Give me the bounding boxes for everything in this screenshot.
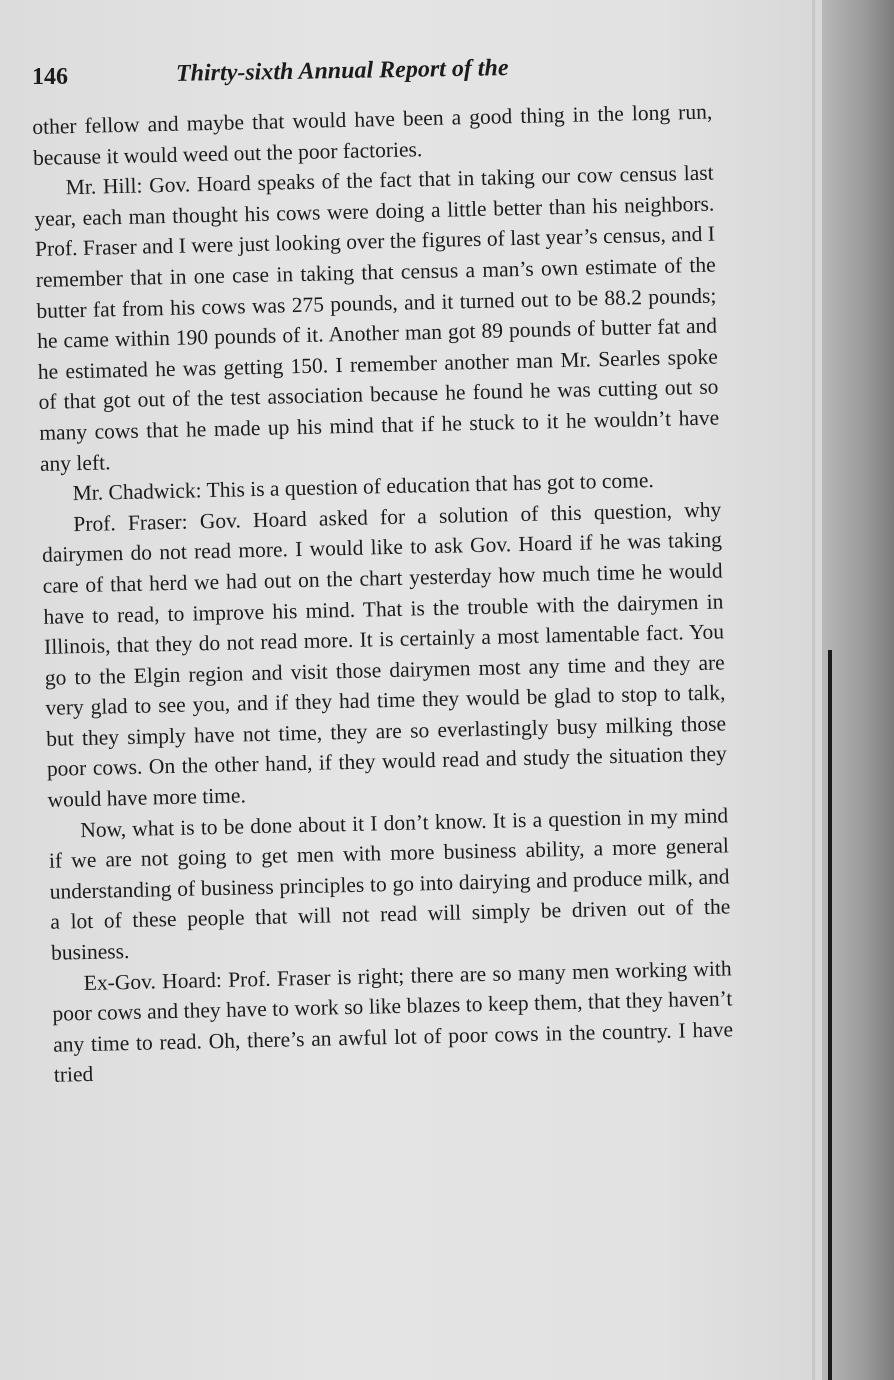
adjacent-page-strip bbox=[822, 0, 894, 1380]
book-spine-shadow bbox=[828, 650, 832, 1380]
body-text bbox=[32, 97, 734, 1091]
paragraph-fraser-continued: Now, what is to be done about it I don’t know. It is a question in my mind if we are not going to get men with more business ability, a more general understanding of business principles to go into dairying and produce milk, and a lot of these people that will not read will simply be driven out of the business. bbox=[48, 803, 731, 965]
paragraph-fraser: Prof. Fraser: Gov. Hoard asked for a solution of this question, why dairymen do not read more. I would like to ask Gov. Hoard if he was taking care of that herd we had out on the chart yesterday how much time he would have to read, to improve his mind. That is the trouble with the dairymen in Illinois, that they do not read more. It is certainly a most lamentable fact. You go to the Elgin region and visit those dairymen most any time and they are very glad to see you, and if they had time they would be glad to stop to talk, but they simply have not time, they are so everlastingly busy milking those poor cows. On the other hand, if they would read and study the situation they would have more time. bbox=[41, 497, 728, 812]
paragraph-hill: Mr. Hill: Gov. Hoard speaks of the fact that in taking our cow census last year, each man thought his cows were doing a little better than his neighbors. Prof. Fraser and I were just looking over the figures of last year’s census, and I remember that in one case in taking that census a man’s own estimate of the butter fat from his cows was 275 pounds, and it turned out to be 88.2 pounds; he came within 190 pounds of it. Another man got 89 pounds of butter fat and he estimated he was getting 150. I remember another man Mr. Searles spoke of that got out of the test association because he found he was cutting out so many cows that he made up his mind that if he stuck to it he wouldn’t have any left. bbox=[34, 160, 720, 476]
paragraph-chadwick: Mr. Chadwick: This is a question of education that has got to come. bbox=[72, 468, 655, 506]
page-edge bbox=[812, 0, 815, 1380]
page-number: 146 bbox=[32, 64, 68, 90]
running-head: Thirty-sixth Annual Report of the bbox=[175, 55, 509, 87]
paragraph-hoard: Ex-Gov. Hoard: Prof. Fraser is right; there are so many men working with poor cows and they have to work so like blazes to keep them, that they haven’t any time to read. Oh, there’s an awful lot of poor cows in the country. I have tried bbox=[52, 955, 734, 1088]
paragraph-continuation: other fellow and maybe that would have been a good thing in the long run, because it would weed out the poor factories. bbox=[32, 99, 713, 170]
page-header bbox=[32, 55, 732, 94]
